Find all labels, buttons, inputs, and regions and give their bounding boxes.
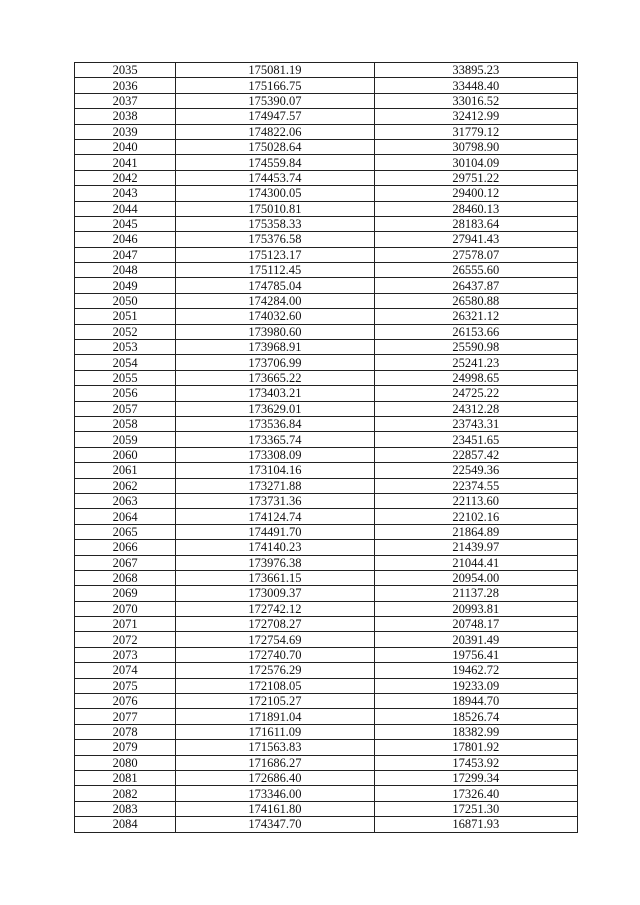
value-b-cell: 22374.55 bbox=[374, 478, 577, 493]
value-b-cell: 18944.70 bbox=[374, 694, 577, 709]
value-b-cell: 25590.98 bbox=[374, 340, 577, 355]
value-a-cell: 174785.04 bbox=[176, 278, 374, 293]
table-row bbox=[75, 124, 578, 139]
value-a-cell: 175390.07 bbox=[176, 93, 374, 108]
year-cell: 2036 bbox=[75, 78, 176, 93]
table-row bbox=[75, 293, 578, 308]
year-cell: 2047 bbox=[75, 247, 176, 262]
year-cell: 2052 bbox=[75, 324, 176, 339]
table-row bbox=[75, 755, 578, 770]
value-b-cell: 24998.65 bbox=[374, 370, 577, 385]
value-a-cell: 173976.38 bbox=[176, 555, 374, 570]
table-row bbox=[75, 278, 578, 293]
table-row bbox=[75, 416, 578, 431]
table-row bbox=[75, 740, 578, 755]
year-cell: 2049 bbox=[75, 278, 176, 293]
year-cell: 2045 bbox=[75, 216, 176, 231]
value-b-cell: 25241.23 bbox=[374, 355, 577, 370]
year-cell: 2053 bbox=[75, 340, 176, 355]
table-row bbox=[75, 694, 578, 709]
value-a-cell: 173104.16 bbox=[176, 463, 374, 478]
value-b-cell: 21864.89 bbox=[374, 524, 577, 539]
value-b-cell: 17801.92 bbox=[374, 740, 577, 755]
table-row bbox=[75, 232, 578, 247]
table-row bbox=[75, 186, 578, 201]
year-cell: 2080 bbox=[75, 755, 176, 770]
value-b-cell: 22113.60 bbox=[374, 493, 577, 508]
table-row bbox=[75, 386, 578, 401]
table-row bbox=[75, 617, 578, 632]
year-cell: 2044 bbox=[75, 201, 176, 216]
value-a-cell: 173346.00 bbox=[176, 786, 374, 801]
value-a-cell: 175123.17 bbox=[176, 247, 374, 262]
table-row bbox=[75, 524, 578, 539]
table-row bbox=[75, 309, 578, 324]
table-row bbox=[75, 478, 578, 493]
table-row bbox=[75, 78, 578, 93]
table-row bbox=[75, 786, 578, 801]
table-row bbox=[75, 647, 578, 662]
value-a-cell: 174453.74 bbox=[176, 170, 374, 185]
table-row bbox=[75, 247, 578, 262]
year-cell: 2074 bbox=[75, 663, 176, 678]
table-row bbox=[75, 340, 578, 355]
value-a-cell: 173536.84 bbox=[176, 416, 374, 431]
table-row bbox=[75, 170, 578, 185]
value-b-cell: 24312.28 bbox=[374, 401, 577, 416]
year-cell: 2054 bbox=[75, 355, 176, 370]
value-b-cell: 22857.42 bbox=[374, 447, 577, 462]
value-b-cell: 27578.07 bbox=[374, 247, 577, 262]
value-b-cell: 18382.99 bbox=[374, 724, 577, 739]
value-b-cell: 29400.12 bbox=[374, 186, 577, 201]
value-a-cell: 171686.27 bbox=[176, 755, 374, 770]
value-b-cell: 33016.52 bbox=[374, 93, 577, 108]
table-row bbox=[75, 263, 578, 278]
year-cell: 2077 bbox=[75, 709, 176, 724]
value-b-cell: 21137.28 bbox=[374, 586, 577, 601]
value-a-cell: 172754.69 bbox=[176, 632, 374, 647]
year-cell: 2066 bbox=[75, 540, 176, 555]
year-cell: 2035 bbox=[75, 63, 176, 78]
value-a-cell: 174124.74 bbox=[176, 509, 374, 524]
table-row bbox=[75, 817, 578, 832]
year-cell: 2037 bbox=[75, 93, 176, 108]
value-a-cell: 171611.09 bbox=[176, 724, 374, 739]
value-b-cell: 17326.40 bbox=[374, 786, 577, 801]
table-row bbox=[75, 801, 578, 816]
value-a-cell: 172108.05 bbox=[176, 678, 374, 693]
year-cell: 2059 bbox=[75, 432, 176, 447]
value-b-cell: 29751.22 bbox=[374, 170, 577, 185]
year-cell: 2040 bbox=[75, 139, 176, 154]
value-a-cell: 174161.80 bbox=[176, 801, 374, 816]
value-b-cell: 17299.34 bbox=[374, 770, 577, 785]
table-row bbox=[75, 540, 578, 555]
table-row bbox=[75, 109, 578, 124]
table-row bbox=[75, 663, 578, 678]
year-cell: 2084 bbox=[75, 817, 176, 832]
year-cell: 2050 bbox=[75, 293, 176, 308]
value-b-cell: 18526.74 bbox=[374, 709, 577, 724]
value-b-cell: 31779.12 bbox=[374, 124, 577, 139]
value-a-cell: 172105.27 bbox=[176, 694, 374, 709]
year-cell: 2048 bbox=[75, 263, 176, 278]
value-a-cell: 174140.23 bbox=[176, 540, 374, 555]
table-row bbox=[75, 709, 578, 724]
table-row bbox=[75, 493, 578, 508]
year-cell: 2071 bbox=[75, 617, 176, 632]
year-cell: 2039 bbox=[75, 124, 176, 139]
value-a-cell: 173731.36 bbox=[176, 493, 374, 508]
value-b-cell: 24725.22 bbox=[374, 386, 577, 401]
value-a-cell: 174559.84 bbox=[176, 155, 374, 170]
value-b-cell: 27941.43 bbox=[374, 232, 577, 247]
value-a-cell: 172708.27 bbox=[176, 617, 374, 632]
value-b-cell: 19233.09 bbox=[374, 678, 577, 693]
value-b-cell: 26321.12 bbox=[374, 309, 577, 324]
value-a-cell: 174822.06 bbox=[176, 124, 374, 139]
table-row bbox=[75, 570, 578, 585]
table-row bbox=[75, 139, 578, 154]
value-a-cell: 173308.09 bbox=[176, 447, 374, 462]
value-a-cell: 171891.04 bbox=[176, 709, 374, 724]
value-a-cell: 175112.45 bbox=[176, 263, 374, 278]
value-a-cell: 173980.60 bbox=[176, 324, 374, 339]
table-row bbox=[75, 155, 578, 170]
data-table-body bbox=[75, 63, 578, 833]
value-b-cell: 20954.00 bbox=[374, 570, 577, 585]
value-b-cell: 17453.92 bbox=[374, 755, 577, 770]
year-cell: 2056 bbox=[75, 386, 176, 401]
year-cell: 2083 bbox=[75, 801, 176, 816]
value-b-cell: 32412.99 bbox=[374, 109, 577, 124]
year-cell: 2073 bbox=[75, 647, 176, 662]
table-row bbox=[75, 678, 578, 693]
value-b-cell: 22549.36 bbox=[374, 463, 577, 478]
value-b-cell: 23451.65 bbox=[374, 432, 577, 447]
value-b-cell: 30798.90 bbox=[374, 139, 577, 154]
year-cell: 2070 bbox=[75, 601, 176, 616]
table-row bbox=[75, 63, 578, 78]
value-b-cell: 26580.88 bbox=[374, 293, 577, 308]
table-row bbox=[75, 509, 578, 524]
value-a-cell: 174032.60 bbox=[176, 309, 374, 324]
value-a-cell: 172740.70 bbox=[176, 647, 374, 662]
year-cell: 2038 bbox=[75, 109, 176, 124]
year-cell: 2060 bbox=[75, 447, 176, 462]
table-row bbox=[75, 324, 578, 339]
year-cell: 2065 bbox=[75, 524, 176, 539]
value-b-cell: 26437.87 bbox=[374, 278, 577, 293]
table-row bbox=[75, 601, 578, 616]
year-cell: 2058 bbox=[75, 416, 176, 431]
value-b-cell: 21044.41 bbox=[374, 555, 577, 570]
value-a-cell: 173009.37 bbox=[176, 586, 374, 601]
year-cell: 2069 bbox=[75, 586, 176, 601]
value-a-cell: 175028.64 bbox=[176, 139, 374, 154]
data-table bbox=[74, 62, 578, 833]
value-b-cell: 19462.72 bbox=[374, 663, 577, 678]
year-cell: 2042 bbox=[75, 170, 176, 185]
value-b-cell: 33448.40 bbox=[374, 78, 577, 93]
value-a-cell: 172686.40 bbox=[176, 770, 374, 785]
table-row bbox=[75, 586, 578, 601]
value-a-cell: 175081.19 bbox=[176, 63, 374, 78]
year-cell: 2061 bbox=[75, 463, 176, 478]
value-b-cell: 33895.23 bbox=[374, 63, 577, 78]
value-b-cell: 30104.09 bbox=[374, 155, 577, 170]
year-cell: 2062 bbox=[75, 478, 176, 493]
year-cell: 2076 bbox=[75, 694, 176, 709]
year-cell: 2057 bbox=[75, 401, 176, 416]
value-b-cell: 17251.30 bbox=[374, 801, 577, 816]
value-a-cell: 173629.01 bbox=[176, 401, 374, 416]
year-cell: 2043 bbox=[75, 186, 176, 201]
value-a-cell: 173403.21 bbox=[176, 386, 374, 401]
value-b-cell: 20993.81 bbox=[374, 601, 577, 616]
table-row bbox=[75, 216, 578, 231]
value-b-cell: 21439.97 bbox=[374, 540, 577, 555]
value-a-cell: 172576.29 bbox=[176, 663, 374, 678]
value-b-cell: 28183.64 bbox=[374, 216, 577, 231]
year-cell: 2051 bbox=[75, 309, 176, 324]
value-a-cell: 175010.81 bbox=[176, 201, 374, 216]
value-a-cell: 173665.22 bbox=[176, 370, 374, 385]
value-a-cell: 173661.15 bbox=[176, 570, 374, 585]
table-row bbox=[75, 463, 578, 478]
year-cell: 2064 bbox=[75, 509, 176, 524]
year-cell: 2079 bbox=[75, 740, 176, 755]
year-cell: 2078 bbox=[75, 724, 176, 739]
value-a-cell: 173968.91 bbox=[176, 340, 374, 355]
year-cell: 2072 bbox=[75, 632, 176, 647]
year-cell: 2081 bbox=[75, 770, 176, 785]
value-b-cell: 20391.49 bbox=[374, 632, 577, 647]
table-row bbox=[75, 355, 578, 370]
year-cell: 2063 bbox=[75, 493, 176, 508]
year-cell: 2055 bbox=[75, 370, 176, 385]
value-a-cell: 174347.70 bbox=[176, 817, 374, 832]
year-cell: 2046 bbox=[75, 232, 176, 247]
table-row bbox=[75, 201, 578, 216]
value-a-cell: 174284.00 bbox=[176, 293, 374, 308]
value-a-cell: 175166.75 bbox=[176, 78, 374, 93]
value-b-cell: 26153.66 bbox=[374, 324, 577, 339]
value-a-cell: 173271.88 bbox=[176, 478, 374, 493]
value-b-cell: 19756.41 bbox=[374, 647, 577, 662]
value-b-cell: 22102.16 bbox=[374, 509, 577, 524]
year-cell: 2068 bbox=[75, 570, 176, 585]
table-row bbox=[75, 770, 578, 785]
table-row bbox=[75, 432, 578, 447]
table-row bbox=[75, 724, 578, 739]
year-cell: 2067 bbox=[75, 555, 176, 570]
table-row bbox=[75, 401, 578, 416]
table-row bbox=[75, 447, 578, 462]
year-cell: 2075 bbox=[75, 678, 176, 693]
value-a-cell: 173706.99 bbox=[176, 355, 374, 370]
value-a-cell: 175358.33 bbox=[176, 216, 374, 231]
value-b-cell: 16871.93 bbox=[374, 817, 577, 832]
value-a-cell: 173365.74 bbox=[176, 432, 374, 447]
value-b-cell: 20748.17 bbox=[374, 617, 577, 632]
value-b-cell: 28460.13 bbox=[374, 201, 577, 216]
table-row bbox=[75, 632, 578, 647]
value-a-cell: 171563.83 bbox=[176, 740, 374, 755]
value-a-cell: 174491.70 bbox=[176, 524, 374, 539]
year-cell: 2082 bbox=[75, 786, 176, 801]
table-row bbox=[75, 370, 578, 385]
table-row bbox=[75, 93, 578, 108]
value-a-cell: 175376.58 bbox=[176, 232, 374, 247]
value-b-cell: 23743.31 bbox=[374, 416, 577, 431]
table-row bbox=[75, 555, 578, 570]
value-a-cell: 174947.57 bbox=[176, 109, 374, 124]
value-a-cell: 172742.12 bbox=[176, 601, 374, 616]
year-cell: 2041 bbox=[75, 155, 176, 170]
value-b-cell: 26555.60 bbox=[374, 263, 577, 278]
value-a-cell: 174300.05 bbox=[176, 186, 374, 201]
